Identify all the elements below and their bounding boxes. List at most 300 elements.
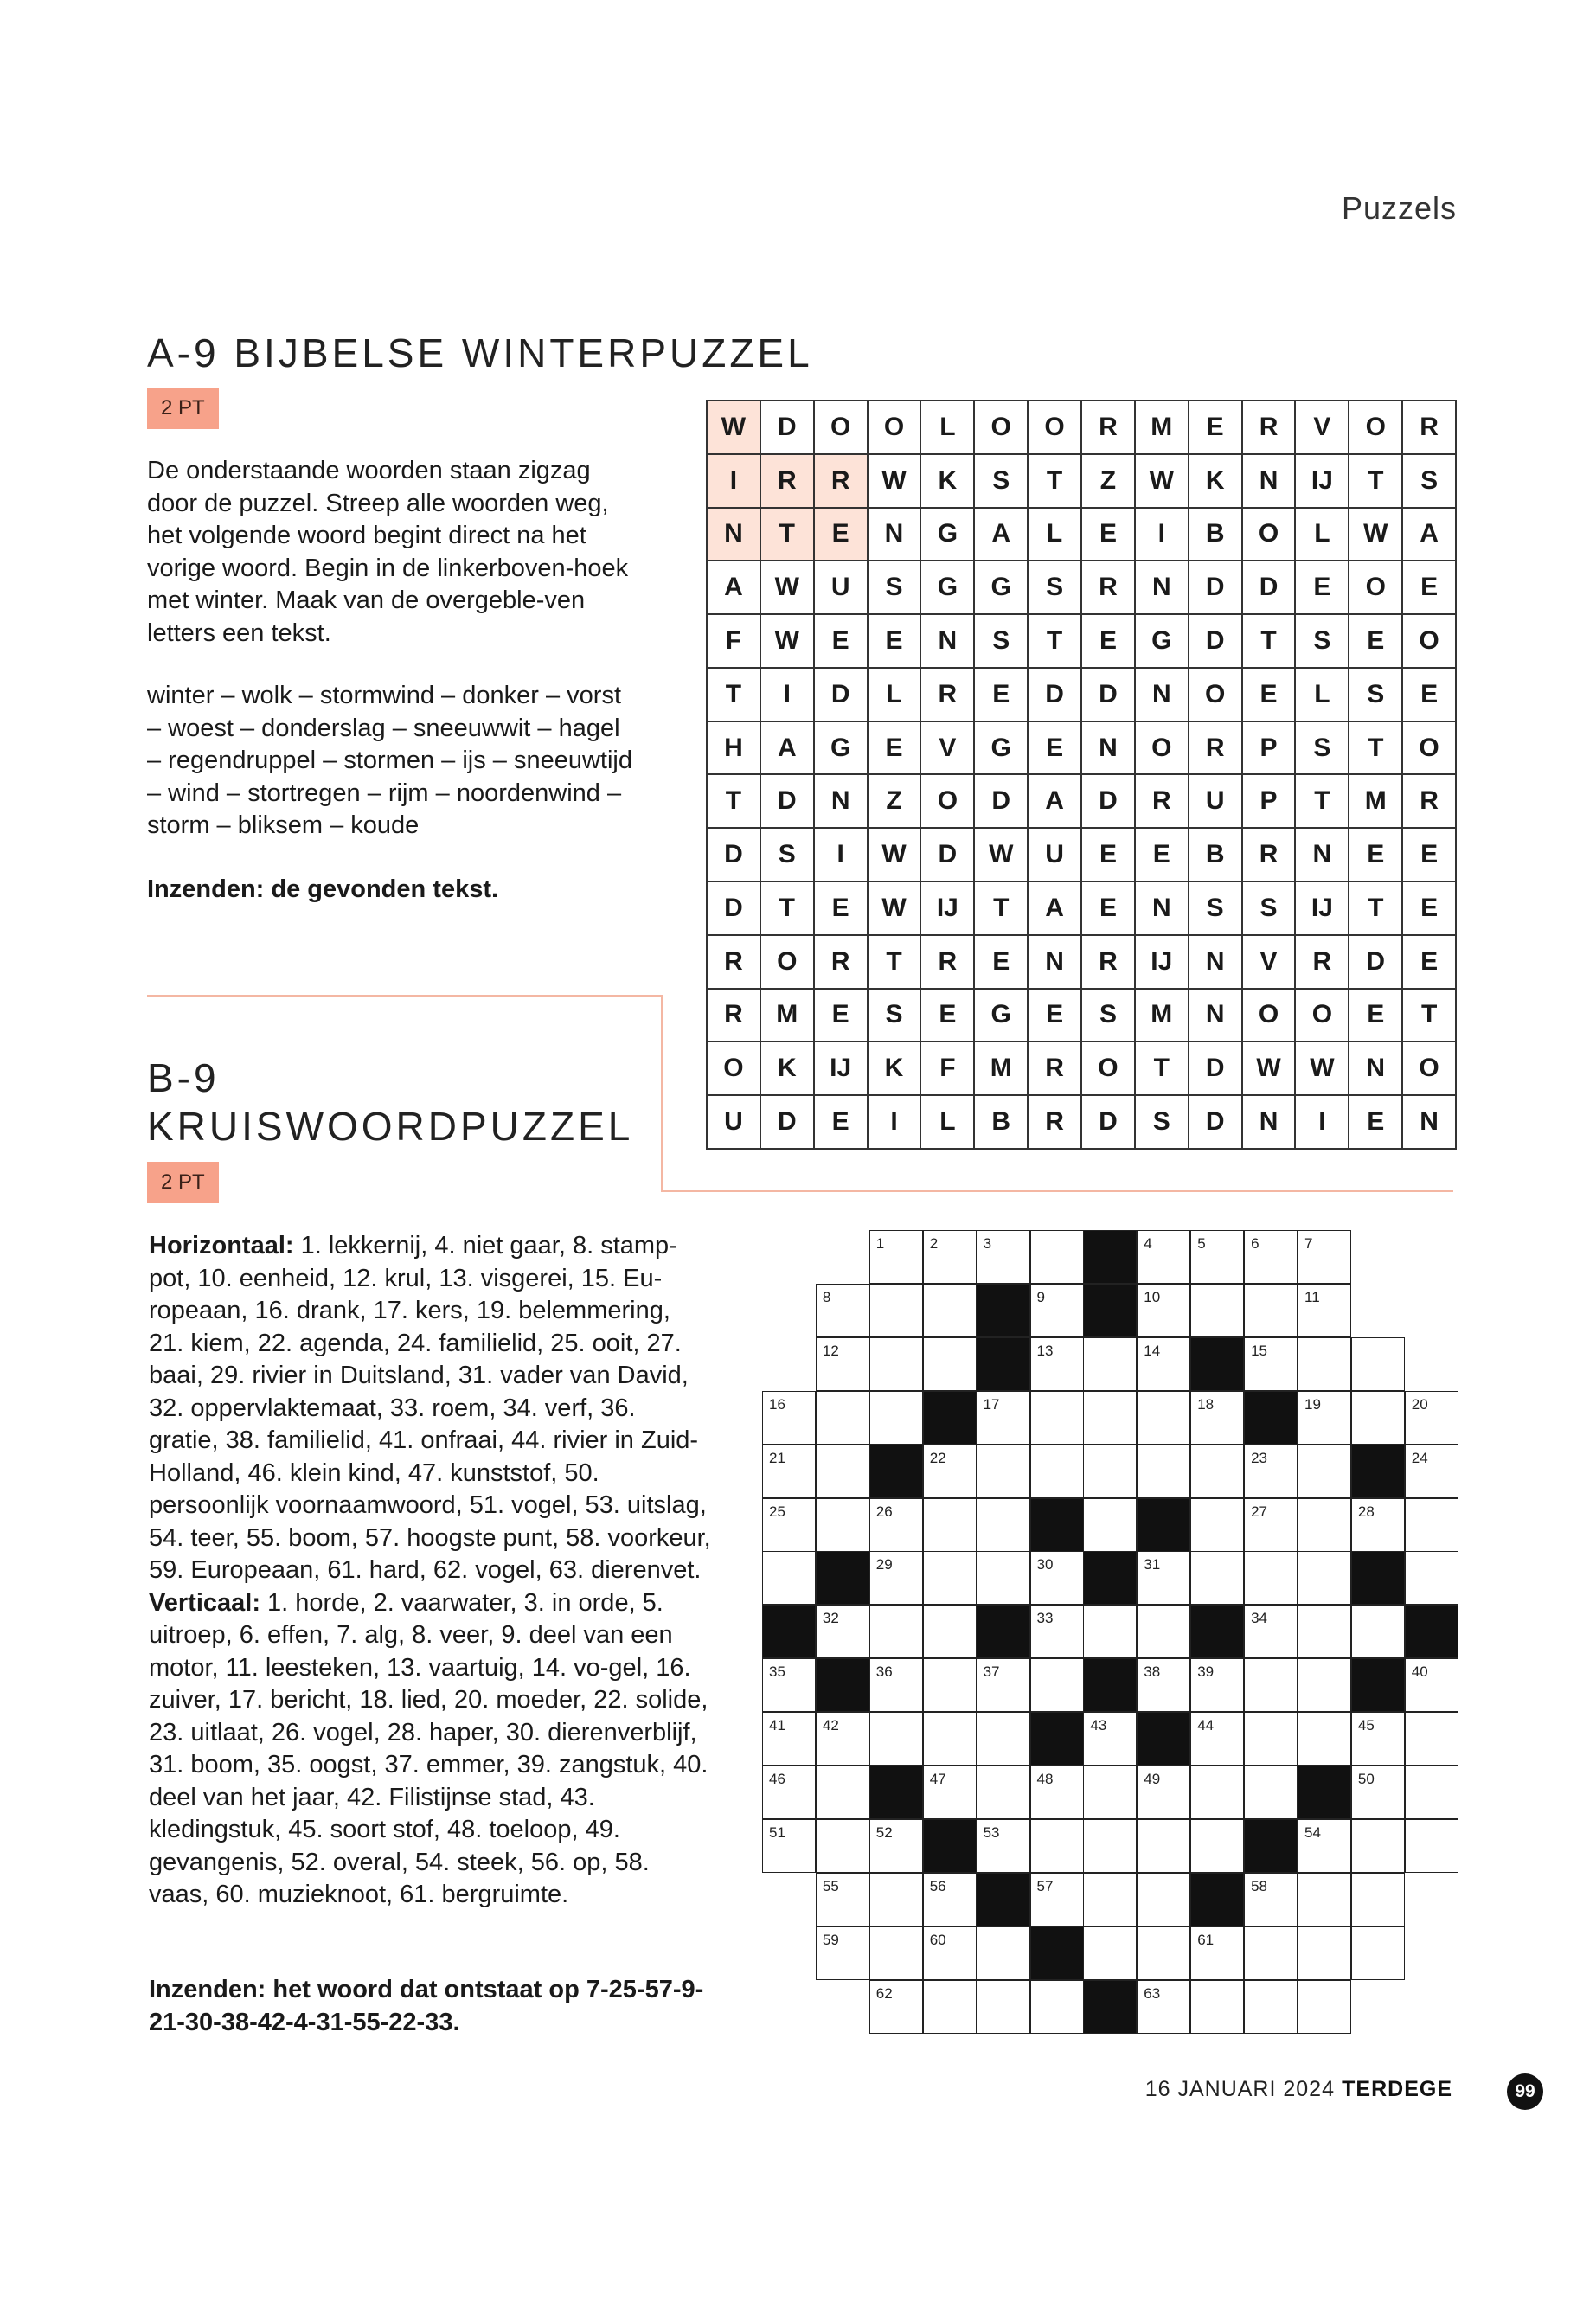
crossword-cell[interactable]: [1351, 1337, 1405, 1391]
crossword-cell[interactable]: [816, 1284, 869, 1337]
word-search-cell[interactable]: O: [1189, 669, 1243, 722]
word-search-cell[interactable]: Z: [1082, 455, 1136, 509]
crossword-cell[interactable]: [1190, 1284, 1244, 1337]
crossword-cell[interactable]: [816, 1926, 869, 1980]
crossword-cell[interactable]: [1030, 1980, 1084, 2034]
word-search-cell[interactable]: M: [975, 1042, 1029, 1096]
word-search-cell[interactable]: D: [761, 401, 815, 455]
crossword-cell[interactable]: [1190, 1819, 1244, 1873]
word-search-cell[interactable]: T: [1403, 990, 1457, 1043]
crossword-cell[interactable]: [1083, 1498, 1137, 1552]
crossword-cell[interactable]: [869, 1605, 923, 1658]
crossword-cell[interactable]: [1083, 1391, 1137, 1445]
word-search-cell[interactable]: W: [975, 829, 1029, 882]
crossword-cell[interactable]: [869, 1391, 923, 1445]
crossword-cell[interactable]: [1351, 1498, 1405, 1552]
word-search-cell[interactable]: W: [869, 829, 922, 882]
word-search-cell[interactable]: D: [1082, 775, 1136, 829]
word-search-cell[interactable]: S: [869, 990, 922, 1043]
crossword-cell[interactable]: [1298, 1980, 1351, 2034]
word-search-cell[interactable]: O: [975, 401, 1029, 455]
crossword-cell[interactable]: [1137, 1819, 1190, 1873]
word-search-cell[interactable]: L: [1296, 509, 1349, 562]
word-search-cell[interactable]: O: [1296, 990, 1349, 1043]
word-search-cell[interactable]: V: [1296, 401, 1349, 455]
crossword-cell[interactable]: [1351, 1926, 1405, 1980]
crossword-cell[interactable]: [1137, 1445, 1190, 1498]
word-search-cell[interactable]: E: [975, 936, 1029, 990]
crossword-cell[interactable]: [1030, 1658, 1084, 1712]
word-search-cell[interactable]: L: [1029, 509, 1082, 562]
crossword-cell[interactable]: [1137, 1766, 1190, 1819]
word-search-cell[interactable]: B: [1189, 829, 1243, 882]
crossword-cell[interactable]: [1298, 1926, 1351, 1980]
word-search-cell[interactable]: E: [1403, 936, 1457, 990]
crossword-cell[interactable]: [1137, 1980, 1190, 2034]
word-search-cell[interactable]: A: [1029, 882, 1082, 936]
word-search-cell[interactable]: N: [1403, 1096, 1457, 1150]
crossword-cell[interactable]: [977, 1980, 1030, 2034]
crossword-cell[interactable]: [816, 1873, 869, 1926]
word-search-cell[interactable]: W: [869, 882, 922, 936]
crossword-cell[interactable]: [762, 1445, 816, 1498]
crossword-cell[interactable]: [816, 1498, 869, 1552]
word-search-cell[interactable]: O: [1349, 561, 1403, 615]
word-search-cell[interactable]: A: [1029, 775, 1082, 829]
word-search-cell[interactable]: T: [1029, 615, 1082, 669]
word-search-cell[interactable]: R: [1243, 401, 1297, 455]
crossword-cell[interactable]: [923, 1551, 977, 1605]
crossword-cell[interactable]: [1244, 1337, 1298, 1391]
word-search-cell[interactable]: N: [1189, 990, 1243, 1043]
crossword-cell[interactable]: [1298, 1712, 1351, 1766]
word-search-cell[interactable]: W: [708, 401, 761, 455]
word-search-cell[interactable]: D: [761, 775, 815, 829]
word-search-cell[interactable]: N: [1243, 1096, 1297, 1150]
word-search-cell[interactable]: D: [761, 1096, 815, 1150]
word-search-cell[interactable]: T: [1349, 882, 1403, 936]
word-search-cell[interactable]: N: [1296, 829, 1349, 882]
crossword-cell[interactable]: [762, 1498, 816, 1552]
word-search-cell[interactable]: T: [1243, 615, 1297, 669]
crossword-cell[interactable]: [977, 1445, 1030, 1498]
word-search-cell[interactable]: R: [1029, 1096, 1082, 1150]
crossword-cell[interactable]: [816, 1391, 869, 1445]
crossword-cell[interactable]: [923, 1766, 977, 1819]
word-search-cell[interactable]: IJ: [815, 1042, 869, 1096]
word-search-cell[interactable]: G: [975, 561, 1029, 615]
word-search-cell[interactable]: Z: [869, 775, 922, 829]
word-search-cell[interactable]: N: [921, 615, 975, 669]
word-search-cell[interactable]: M: [1349, 775, 1403, 829]
crossword-cell[interactable]: [977, 1498, 1030, 1552]
word-search-cell[interactable]: D: [1082, 1096, 1136, 1150]
crossword-cell[interactable]: [977, 1391, 1030, 1445]
word-search-cell[interactable]: R: [1243, 829, 1297, 882]
word-search-cell[interactable]: E: [1349, 990, 1403, 1043]
crossword-cell[interactable]: [923, 1873, 977, 1926]
word-search-cell[interactable]: U: [815, 561, 869, 615]
crossword-cell[interactable]: [816, 1605, 869, 1658]
crossword-cell[interactable]: [1083, 1819, 1137, 1873]
crossword-cell[interactable]: [1190, 1658, 1244, 1712]
crossword-cell[interactable]: [869, 1712, 923, 1766]
word-search-cell[interactable]: M: [761, 990, 815, 1043]
crossword-cell[interactable]: [1298, 1551, 1351, 1605]
word-search-cell[interactable]: R: [761, 455, 815, 509]
word-search-cell[interactable]: S: [1243, 882, 1297, 936]
word-search-cell[interactable]: L: [869, 669, 922, 722]
crossword-cell[interactable]: [1030, 1445, 1084, 1498]
word-search-cell[interactable]: N: [1029, 936, 1082, 990]
crossword-cell[interactable]: [1405, 1712, 1458, 1766]
word-search-cell[interactable]: E: [975, 669, 1029, 722]
crossword-cell[interactable]: [869, 1230, 923, 1284]
word-search-cell[interactable]: O: [1136, 722, 1189, 776]
crossword-cell[interactable]: [869, 1873, 923, 1926]
crossword-cell[interactable]: [1137, 1926, 1190, 1980]
word-search-cell[interactable]: E: [1082, 509, 1136, 562]
word-search-cell[interactable]: W: [1296, 1042, 1349, 1096]
word-search-cell[interactable]: S: [1029, 561, 1082, 615]
word-search-cell[interactable]: E: [1349, 1096, 1403, 1150]
word-search-cell[interactable]: E: [1403, 561, 1457, 615]
word-search-cell[interactable]: F: [708, 615, 761, 669]
crossword-cell[interactable]: [816, 1766, 869, 1819]
crossword-cell[interactable]: [1137, 1551, 1190, 1605]
crossword-cell[interactable]: [1244, 1926, 1298, 1980]
crossword-cell[interactable]: [923, 1605, 977, 1658]
word-search-cell[interactable]: T: [869, 936, 922, 990]
word-search-cell[interactable]: T: [1349, 722, 1403, 776]
word-search-cell[interactable]: M: [1136, 401, 1189, 455]
crossword-cell[interactable]: [1030, 1551, 1084, 1605]
word-search-cell[interactable]: M: [1136, 990, 1189, 1043]
word-search-cell[interactable]: W: [1243, 1042, 1297, 1096]
crossword-cell[interactable]: [1351, 1766, 1405, 1819]
crossword-cell[interactable]: [1190, 1391, 1244, 1445]
word-search-cell[interactable]: G: [975, 990, 1029, 1043]
word-search-cell[interactable]: I: [815, 829, 869, 882]
word-search-cell[interactable]: E: [815, 1096, 869, 1150]
crossword-cell[interactable]: [1244, 1766, 1298, 1819]
word-search-cell[interactable]: E: [1082, 882, 1136, 936]
crossword-cell[interactable]: [977, 1766, 1030, 1819]
word-search-cell[interactable]: D: [815, 669, 869, 722]
word-search-cell[interactable]: N: [1136, 561, 1189, 615]
crossword-cell[interactable]: [762, 1819, 816, 1873]
crossword-cell[interactable]: [869, 1819, 923, 1873]
crossword-cell[interactable]: [1030, 1337, 1084, 1391]
crossword-cell[interactable]: [1083, 1766, 1137, 1819]
word-search-cell[interactable]: S: [975, 455, 1029, 509]
crossword-cell[interactable]: [762, 1391, 816, 1445]
crossword-cell[interactable]: [923, 1980, 977, 2034]
word-search-cell[interactable]: V: [921, 722, 975, 776]
crossword-cell[interactable]: [762, 1658, 816, 1712]
crossword-cell[interactable]: [977, 1230, 1030, 1284]
word-search-cell[interactable]: O: [1029, 401, 1082, 455]
word-search-cell[interactable]: S: [1082, 990, 1136, 1043]
word-search-cell[interactable]: R: [1082, 561, 1136, 615]
word-search-cell[interactable]: S: [1403, 455, 1457, 509]
crossword-cell[interactable]: [1298, 1445, 1351, 1498]
word-search-cell[interactable]: E: [921, 990, 975, 1043]
word-search-cell[interactable]: K: [869, 1042, 922, 1096]
crossword-cell[interactable]: [1137, 1873, 1190, 1926]
crossword-cell[interactable]: [1083, 1712, 1137, 1766]
crossword-cell[interactable]: [923, 1498, 977, 1552]
word-search-cell[interactable]: T: [1296, 775, 1349, 829]
word-search-cell[interactable]: O: [761, 936, 815, 990]
word-search-cell[interactable]: O: [869, 401, 922, 455]
word-search-cell[interactable]: IJ: [1136, 936, 1189, 990]
word-search-cell[interactable]: W: [1349, 509, 1403, 562]
word-search-cell[interactable]: S: [1349, 669, 1403, 722]
word-search-cell[interactable]: D: [1082, 669, 1136, 722]
word-search-cell[interactable]: S: [975, 615, 1029, 669]
word-search-cell[interactable]: O: [1243, 990, 1297, 1043]
word-search-cell[interactable]: I: [869, 1096, 922, 1150]
crossword-cell[interactable]: [1244, 1445, 1298, 1498]
crossword-cell[interactable]: [1244, 1230, 1298, 1284]
crossword-cell[interactable]: [869, 1926, 923, 1980]
crossword-cell[interactable]: [1298, 1391, 1351, 1445]
crossword-cell[interactable]: [1030, 1284, 1084, 1337]
word-search-cell[interactable]: G: [921, 509, 975, 562]
word-search-cell[interactable]: G: [921, 561, 975, 615]
crossword-cell[interactable]: [1351, 1391, 1405, 1445]
word-search-cell[interactable]: IJ: [1296, 882, 1349, 936]
crossword-cell[interactable]: [1298, 1873, 1351, 1926]
crossword-cell[interactable]: [816, 1337, 869, 1391]
word-search-cell[interactable]: A: [1403, 509, 1457, 562]
crossword-cell[interactable]: [1190, 1766, 1244, 1819]
crossword-cell[interactable]: [1244, 1498, 1298, 1552]
word-search-cell[interactable]: T: [1029, 455, 1082, 509]
crossword-cell[interactable]: [977, 1551, 1030, 1605]
crossword-cell[interactable]: [869, 1980, 923, 2034]
crossword-cell[interactable]: [923, 1658, 977, 1712]
word-search-cell[interactable]: T: [1136, 1042, 1189, 1096]
crossword-cell[interactable]: [1244, 1712, 1298, 1766]
crossword-cell[interactable]: [1030, 1873, 1084, 1926]
word-search-cell[interactable]: R: [921, 936, 975, 990]
word-search-cell[interactable]: T: [708, 669, 761, 722]
word-search-cell[interactable]: E: [1189, 401, 1243, 455]
word-search-cell[interactable]: A: [708, 561, 761, 615]
word-search-cell[interactable]: R: [1296, 936, 1349, 990]
word-search-cell[interactable]: H: [708, 722, 761, 776]
crossword-cell[interactable]: [1298, 1819, 1351, 1873]
word-search-cell[interactable]: E: [815, 615, 869, 669]
word-search-cell[interactable]: N: [1136, 882, 1189, 936]
crossword-cell[interactable]: [1298, 1658, 1351, 1712]
word-search-cell[interactable]: S: [761, 829, 815, 882]
word-search-cell[interactable]: N: [1243, 455, 1297, 509]
word-search-cell[interactable]: O: [708, 1042, 761, 1096]
crossword-cell[interactable]: [816, 1819, 869, 1873]
word-search-cell[interactable]: T: [761, 509, 815, 562]
word-search-cell[interactable]: O: [1403, 722, 1457, 776]
crossword-cell[interactable]: [923, 1230, 977, 1284]
crossword-cell[interactable]: [869, 1658, 923, 1712]
word-search-cell[interactable]: W: [761, 561, 815, 615]
crossword-cell[interactable]: [1405, 1819, 1458, 1873]
crossword-cell[interactable]: [1137, 1337, 1190, 1391]
word-search-cell[interactable]: D: [1243, 561, 1297, 615]
word-search-cell[interactable]: D: [1189, 1042, 1243, 1096]
word-search-cell[interactable]: E: [1082, 829, 1136, 882]
crossword-cell[interactable]: [1405, 1391, 1458, 1445]
word-search-cell[interactable]: E: [1029, 722, 1082, 776]
word-search-cell[interactable]: D: [1189, 615, 1243, 669]
word-search-cell[interactable]: T: [1349, 455, 1403, 509]
word-search-cell[interactable]: T: [708, 775, 761, 829]
crossword-cell[interactable]: [1190, 1712, 1244, 1766]
word-search-cell[interactable]: F: [921, 1042, 975, 1096]
crossword-cell[interactable]: [869, 1498, 923, 1552]
crossword-cell[interactable]: [1351, 1712, 1405, 1766]
crossword-cell[interactable]: [1298, 1230, 1351, 1284]
word-search-cell[interactable]: W: [761, 615, 815, 669]
crossword-cell[interactable]: [923, 1284, 977, 1337]
word-search-cell[interactable]: G: [975, 722, 1029, 776]
word-search-cell[interactable]: R: [921, 669, 975, 722]
crossword-cell[interactable]: [1405, 1551, 1458, 1605]
word-search-cell[interactable]: IJ: [1296, 455, 1349, 509]
crossword-cell[interactable]: [1137, 1391, 1190, 1445]
word-search-cell[interactable]: R: [1403, 401, 1457, 455]
word-search-cell[interactable]: R: [1082, 936, 1136, 990]
crossword-cell[interactable]: [1351, 1873, 1405, 1926]
crossword-cell[interactable]: [1190, 1445, 1244, 1498]
word-search-cell[interactable]: E: [1349, 615, 1403, 669]
word-search-cell[interactable]: O: [921, 775, 975, 829]
word-search-cell[interactable]: E: [815, 509, 869, 562]
word-search-cell[interactable]: R: [1136, 775, 1189, 829]
word-search-cell[interactable]: E: [1243, 669, 1297, 722]
word-search-cell[interactable]: O: [1349, 401, 1403, 455]
crossword-cell[interactable]: [1190, 1980, 1244, 2034]
word-search-cell[interactable]: U: [1189, 775, 1243, 829]
crossword-cell[interactable]: [923, 1337, 977, 1391]
crossword-cell[interactable]: [1298, 1284, 1351, 1337]
word-search-cell[interactable]: E: [1349, 829, 1403, 882]
crossword-cell[interactable]: [869, 1551, 923, 1605]
crossword-cell[interactable]: [1298, 1337, 1351, 1391]
word-search-cell[interactable]: N: [869, 509, 922, 562]
word-search-cell[interactable]: S: [869, 561, 922, 615]
crossword-cell[interactable]: [1030, 1819, 1084, 1873]
crossword-cell[interactable]: [923, 1926, 977, 1980]
crossword-cell[interactable]: [923, 1445, 977, 1498]
crossword-cell[interactable]: [762, 1551, 816, 1605]
word-search-cell[interactable]: K: [1189, 455, 1243, 509]
word-search-cell[interactable]: L: [921, 401, 975, 455]
crossword-cell[interactable]: [1137, 1605, 1190, 1658]
word-search-cell[interactable]: I: [1136, 509, 1189, 562]
word-search-cell[interactable]: D: [708, 829, 761, 882]
crossword-cell[interactable]: [1244, 1980, 1298, 2034]
word-search-cell[interactable]: E: [815, 990, 869, 1043]
word-search-cell[interactable]: R: [708, 936, 761, 990]
word-search-cell[interactable]: R: [1082, 401, 1136, 455]
word-search-cell[interactable]: S: [1136, 1096, 1189, 1150]
crossword-cell[interactable]: [1030, 1766, 1084, 1819]
crossword-cell[interactable]: [1405, 1498, 1458, 1552]
word-search-cell[interactable]: D: [975, 775, 1029, 829]
word-search-cell[interactable]: D: [1349, 936, 1403, 990]
crossword-cell[interactable]: [1244, 1605, 1298, 1658]
word-search-cell[interactable]: I: [708, 455, 761, 509]
word-search-cell[interactable]: L: [921, 1096, 975, 1150]
crossword-cell[interactable]: [1030, 1605, 1084, 1658]
crossword-cell[interactable]: [1298, 1605, 1351, 1658]
word-search-cell[interactable]: E: [1136, 829, 1189, 882]
crossword-cell[interactable]: [1137, 1284, 1190, 1337]
word-search-cell[interactable]: T: [761, 882, 815, 936]
word-search-cell[interactable]: K: [761, 1042, 815, 1096]
crossword-cell[interactable]: [1244, 1658, 1298, 1712]
word-search-cell[interactable]: B: [1189, 509, 1243, 562]
word-search-cell[interactable]: L: [1296, 669, 1349, 722]
word-search-cell[interactable]: W: [1136, 455, 1189, 509]
crossword-cell[interactable]: [1190, 1926, 1244, 1980]
crossword-cell[interactable]: [1190, 1498, 1244, 1552]
word-search-cell[interactable]: I: [761, 669, 815, 722]
word-search-cell[interactable]: G: [815, 722, 869, 776]
word-search-cell[interactable]: O: [1243, 509, 1297, 562]
crossword-cell[interactable]: [1083, 1337, 1137, 1391]
word-search-cell[interactable]: E: [1029, 990, 1082, 1043]
word-search-cell[interactable]: E: [1296, 561, 1349, 615]
crossword-cell[interactable]: [1244, 1284, 1298, 1337]
crossword-cell[interactable]: [1244, 1551, 1298, 1605]
word-search-cell[interactable]: N: [815, 775, 869, 829]
word-search-cell[interactable]: R: [1403, 775, 1457, 829]
word-search-cell[interactable]: O: [1403, 615, 1457, 669]
word-search-cell[interactable]: T: [975, 882, 1029, 936]
word-search-cell[interactable]: O: [1403, 1042, 1457, 1096]
word-search-cell[interactable]: B: [975, 1096, 1029, 1150]
crossword-cell[interactable]: [1298, 1498, 1351, 1552]
word-search-cell[interactable]: N: [1082, 722, 1136, 776]
crossword-cell[interactable]: [1083, 1445, 1137, 1498]
crossword-cell[interactable]: [1137, 1230, 1190, 1284]
word-search-cell[interactable]: D: [1189, 561, 1243, 615]
crossword-cell[interactable]: [762, 1766, 816, 1819]
crossword-cell[interactable]: [1083, 1605, 1137, 1658]
crossword-cell[interactable]: [977, 1712, 1030, 1766]
word-search-cell[interactable]: E: [869, 722, 922, 776]
word-search-cell[interactable]: A: [761, 722, 815, 776]
word-search-cell[interactable]: I: [1296, 1096, 1349, 1150]
word-search-cell[interactable]: D: [921, 829, 975, 882]
word-search-cell[interactable]: E: [815, 882, 869, 936]
word-search-cell[interactable]: S: [1296, 722, 1349, 776]
word-search-cell[interactable]: N: [1349, 1042, 1403, 1096]
crossword-cell[interactable]: [1405, 1445, 1458, 1498]
word-search-cell[interactable]: D: [1029, 669, 1082, 722]
word-search-cell[interactable]: D: [1189, 1096, 1243, 1150]
word-search-cell[interactable]: R: [815, 455, 869, 509]
crossword-cell[interactable]: [1030, 1391, 1084, 1445]
crossword-cell[interactable]: [1405, 1658, 1458, 1712]
crossword-cell[interactable]: [1351, 1605, 1405, 1658]
crossword-cell[interactable]: [816, 1712, 869, 1766]
word-search-cell[interactable]: O: [815, 401, 869, 455]
